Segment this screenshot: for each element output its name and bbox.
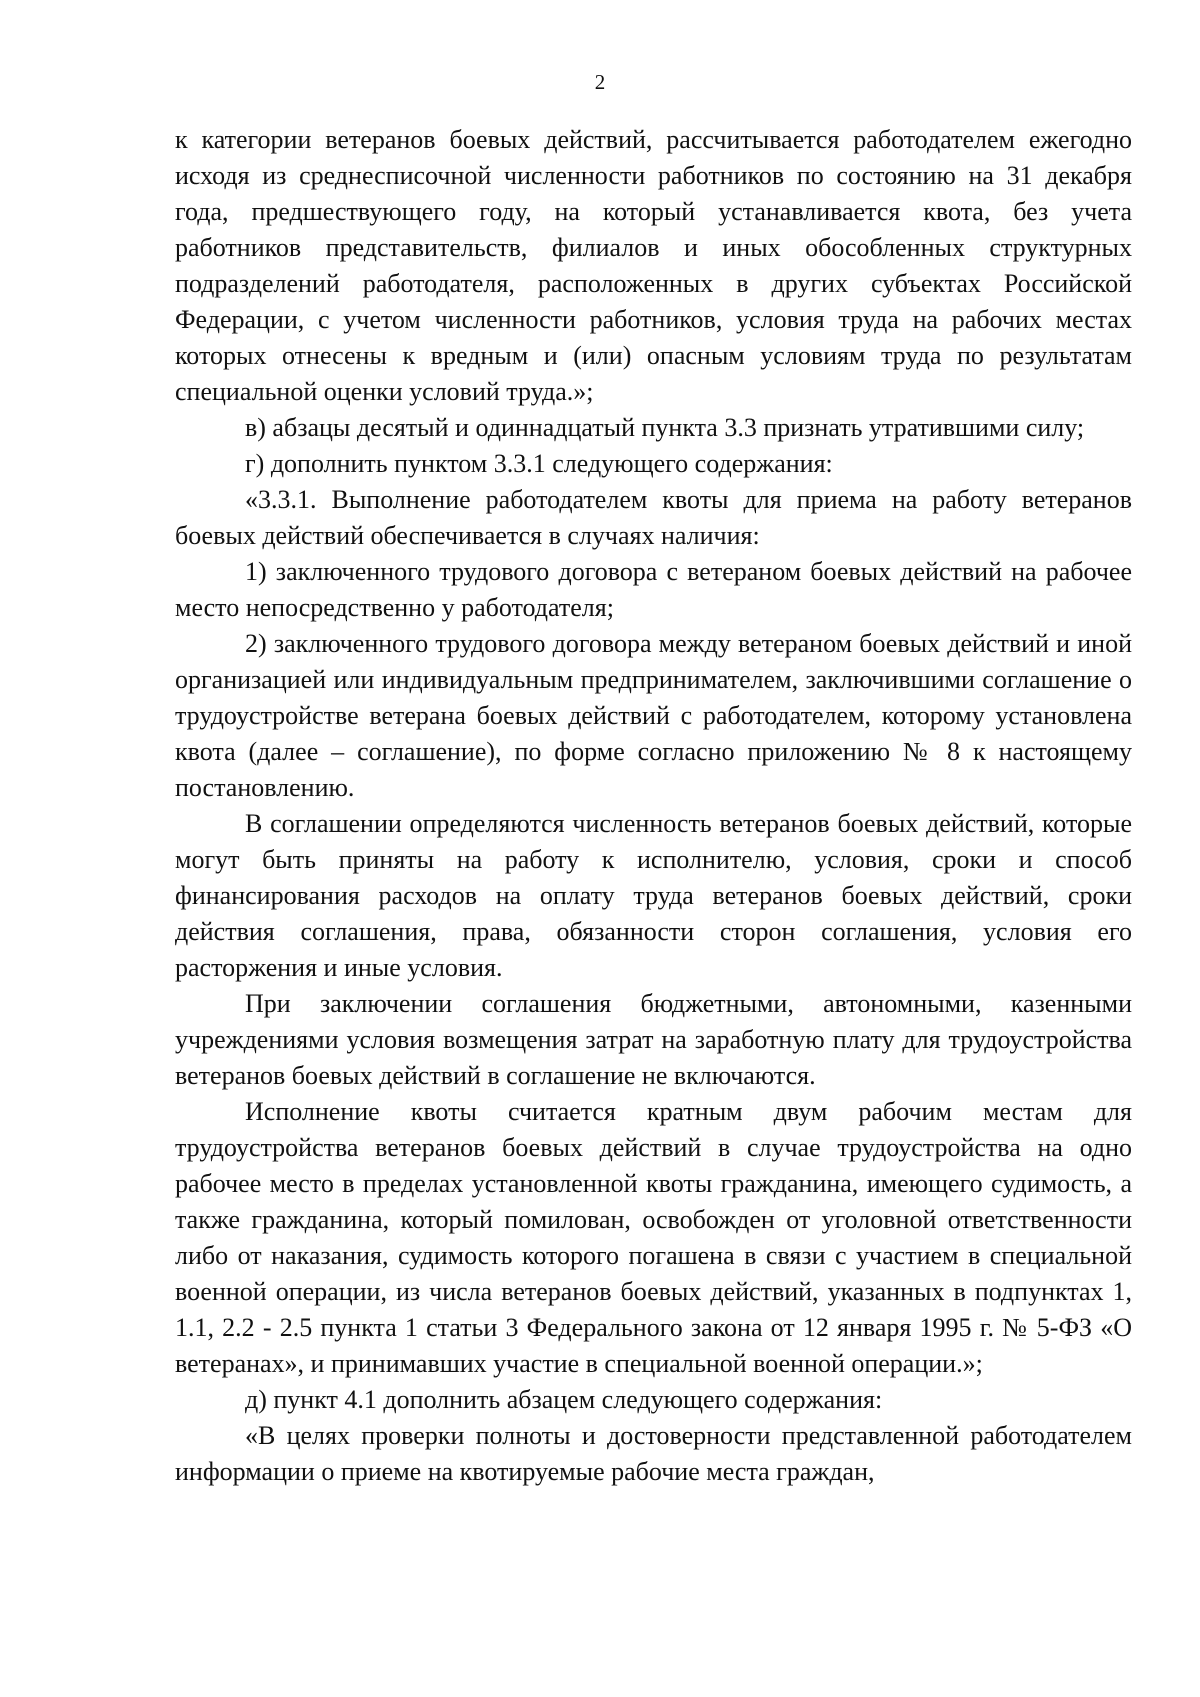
paragraph-10: д) пункт 4.1 дополнить абзацем следующего содержания: (245, 1385, 883, 1414)
paragraph-4: «3.3.1. Выполнение работодателем квоты для приема на работу ветеранов боевых действий обеспечивается в случаях наличия: (175, 485, 1132, 550)
paragraph-7: В соглашении определяются численность ветеранов боевых действий, которые могут быть приняты на работу к исполнителю, условия, сроки и способ финансирования расходов на оплату труда ветеранов боевых действий, сроки действия соглашения, права, обязанности сторон соглашения, условия его расторжения и иные условия. (175, 809, 1132, 982)
document-body (175, 122, 1132, 1490)
paragraph-3: г) дополнить пунктом 3.3.1 следующего содержания: (245, 449, 833, 478)
paragraph-5: 1) заключенного трудового договора с ветераном боевых действий на рабочее место непосредственно у работодателя; (175, 557, 1132, 622)
paragraph-9: Исполнение квоты считается кратным двум рабочим местам для трудоустройства ветеранов боевых действий в случае трудоустройства на одно рабочее место в пределах установленной квоты гражданина, имеющего судимость, а также гражданина, который помилован, освобожден от уголовной ответственности либо от наказания, судимость которого погашена в связи с участием в специальной военной операции, из числа ветеранов боевых действий, указанных в подпунктах 1, 1.1, 2.2 - 2.5 пункта 1 статьи 3 Федерального закона от 12 января 1995 г. № 5-ФЗ «О ветеранах», и принимавших участие в специальной военной операции.»; (175, 1097, 1132, 1378)
paragraph-8: При заключении соглашения бюджетными, автономными, казенными учреждениями условия возмещения затрат на заработную плату для трудоустройства ветеранов боевых действий в соглашение не включаются. (175, 989, 1132, 1090)
paragraph-2: в) абзацы десятый и одиннадцатый пункта 3.3 признать утратившими силу; (245, 413, 1085, 442)
paragraph-6: 2) заключенного трудового договора между ветераном боевых действий и иной организацией или индивидуальным предпринимателем, заключившими соглашение о трудоустройстве ветерана боевых действий с работодателем, которому установлена квота (далее – соглашение), по форме согласно приложению № 8 к настоящему постановлению. (175, 629, 1132, 802)
page-number: 2 (594, 70, 606, 94)
paragraph-1: к категории ветеранов боевых действий, рассчитывается работодателем ежегодно исходя из среднесписочной численности работников по состоянию на 31 декабря года, предшествующего году, на который устанавливается квота, без учета работников представительств, филиалов и иных обособленных структурных подразделений работодателя, расположенных в других субъектах Российской Федерации, с учетом численности работников, условия труда на рабочих местах которых отнесены к вредным и (или) опасным условиям труда по результатам специальной оценки условий труда.»; (175, 125, 1132, 406)
paragraph-11: «В целях проверки полноты и достоверности представленной работодателем информации о приеме на квотируемые рабочие места граждан, (175, 1421, 1132, 1486)
